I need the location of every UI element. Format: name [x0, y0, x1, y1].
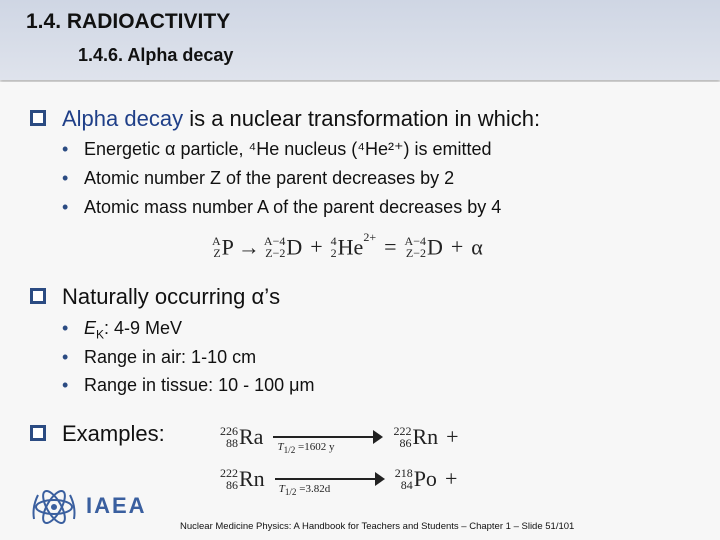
- bullet-dot-icon: •: [62, 197, 69, 217]
- daughter-symbol: D: [286, 234, 303, 260]
- atomic-number: Z−2: [265, 246, 286, 261]
- mass-number: 222: [393, 424, 412, 438]
- mass-number: 4: [330, 234, 337, 249]
- decay-arrow-icon: [275, 469, 385, 498]
- arrow-right-icon: →: [237, 234, 260, 260]
- list-item: [62, 139, 492, 160]
- mass-number: A−4: [404, 234, 426, 249]
- slide-subtitle: 1.4.6. Alpha decay: [78, 45, 234, 65]
- list-item: [62, 375, 315, 396]
- section-heading-natural-alphas: Naturally occurring α’s: [62, 284, 281, 309]
- daughter-symbol: D: [426, 234, 443, 260]
- list-item: [62, 318, 182, 342]
- highlight-term: Alpha decay: [62, 106, 184, 131]
- parent-symbol: Rn: [239, 466, 265, 491]
- mass-number: 218: [394, 466, 413, 480]
- energy-subscript: K: [96, 327, 105, 342]
- decay-arrow-icon: [273, 427, 383, 456]
- bullet-dot-icon: •: [62, 318, 69, 338]
- alpha-symbol: α: [471, 234, 483, 260]
- section-heading-examples: Examples:: [62, 421, 165, 446]
- title-bar: [0, 0, 720, 80]
- example-reaction-rn222: [220, 466, 461, 498]
- plus-sign: +: [310, 234, 323, 260]
- bullet-dot-icon: •: [62, 168, 69, 188]
- bullet-text: : 4-9 MeV: [104, 318, 183, 338]
- bullet-text: Atomic mass number A of the parent decreases by 4: [84, 197, 502, 217]
- plus-sign: +: [444, 466, 458, 491]
- example-reaction-ra226: [220, 424, 463, 456]
- checkbox-bullet-icon: [30, 425, 46, 441]
- helium-symbol: He: [337, 234, 364, 260]
- bullet-text: Atomic number Z of the parent decreases by 2: [84, 168, 455, 188]
- slide-title: 1.4. RADIOACTIVITY: [26, 10, 231, 33]
- atomic-number: Z: [213, 246, 221, 261]
- alpha-decay-equation: [212, 230, 483, 260]
- parent-symbol: Ra: [239, 424, 264, 449]
- charge: 2+: [363, 230, 377, 244]
- bullet-text: Range in tissue: 10 - 100 μm: [84, 375, 315, 395]
- mass-number: A−4: [263, 234, 286, 249]
- half-life-label: $T_{1/2} =3.82d$: [278, 483, 331, 498]
- energy-symbol: E: [84, 318, 97, 338]
- mass-number: A: [212, 234, 221, 249]
- list-item: [62, 197, 501, 218]
- daughter-symbol: Rn: [412, 424, 439, 449]
- checkbox-bullet-icon: [30, 288, 46, 304]
- bullet-dot-icon: •: [62, 347, 69, 367]
- list-item: [62, 347, 256, 368]
- heading-rest: is a nuclear transformation in which:: [183, 106, 541, 131]
- mass-number: 226: [220, 424, 238, 438]
- atomic-number: 86: [399, 436, 412, 450]
- checkbox-bullet-icon: [30, 110, 46, 126]
- half-life-label: $T_{1/2} =1602$ y: [277, 441, 335, 456]
- bullet-dot-icon: •: [62, 139, 69, 159]
- equals-sign: =: [384, 234, 397, 260]
- bullet-text: Range in air: 1-10 cm: [84, 347, 257, 367]
- atomic-number: 88: [226, 436, 238, 450]
- daughter-symbol: Po: [413, 466, 437, 491]
- iaea-logo-text: IAEA: [86, 493, 147, 518]
- iaea-atom-logo-icon: [28, 483, 80, 531]
- plus-sign: +: [446, 424, 459, 449]
- list-item: [62, 168, 454, 189]
- bullet-text: Energetic α particle, ⁴He nucleus (⁴He²⁺) is emitted: [84, 139, 492, 159]
- parent-symbol: P: [221, 234, 234, 260]
- atomic-number: 2: [330, 246, 337, 261]
- footer-citation: Nuclear Medicine Physics: A Handbook for Teachers and Students – Chapter 1 – Slide 51/101: [180, 521, 575, 532]
- section-heading-alpha-decay: [62, 106, 540, 132]
- atomic-number: 86: [226, 478, 238, 492]
- atomic-number: 84: [400, 478, 413, 492]
- bullet-dot-icon: •: [62, 375, 69, 395]
- plus-sign: +: [450, 234, 464, 260]
- mass-number: 222: [220, 466, 238, 480]
- atomic-number: Z−2: [405, 246, 426, 261]
